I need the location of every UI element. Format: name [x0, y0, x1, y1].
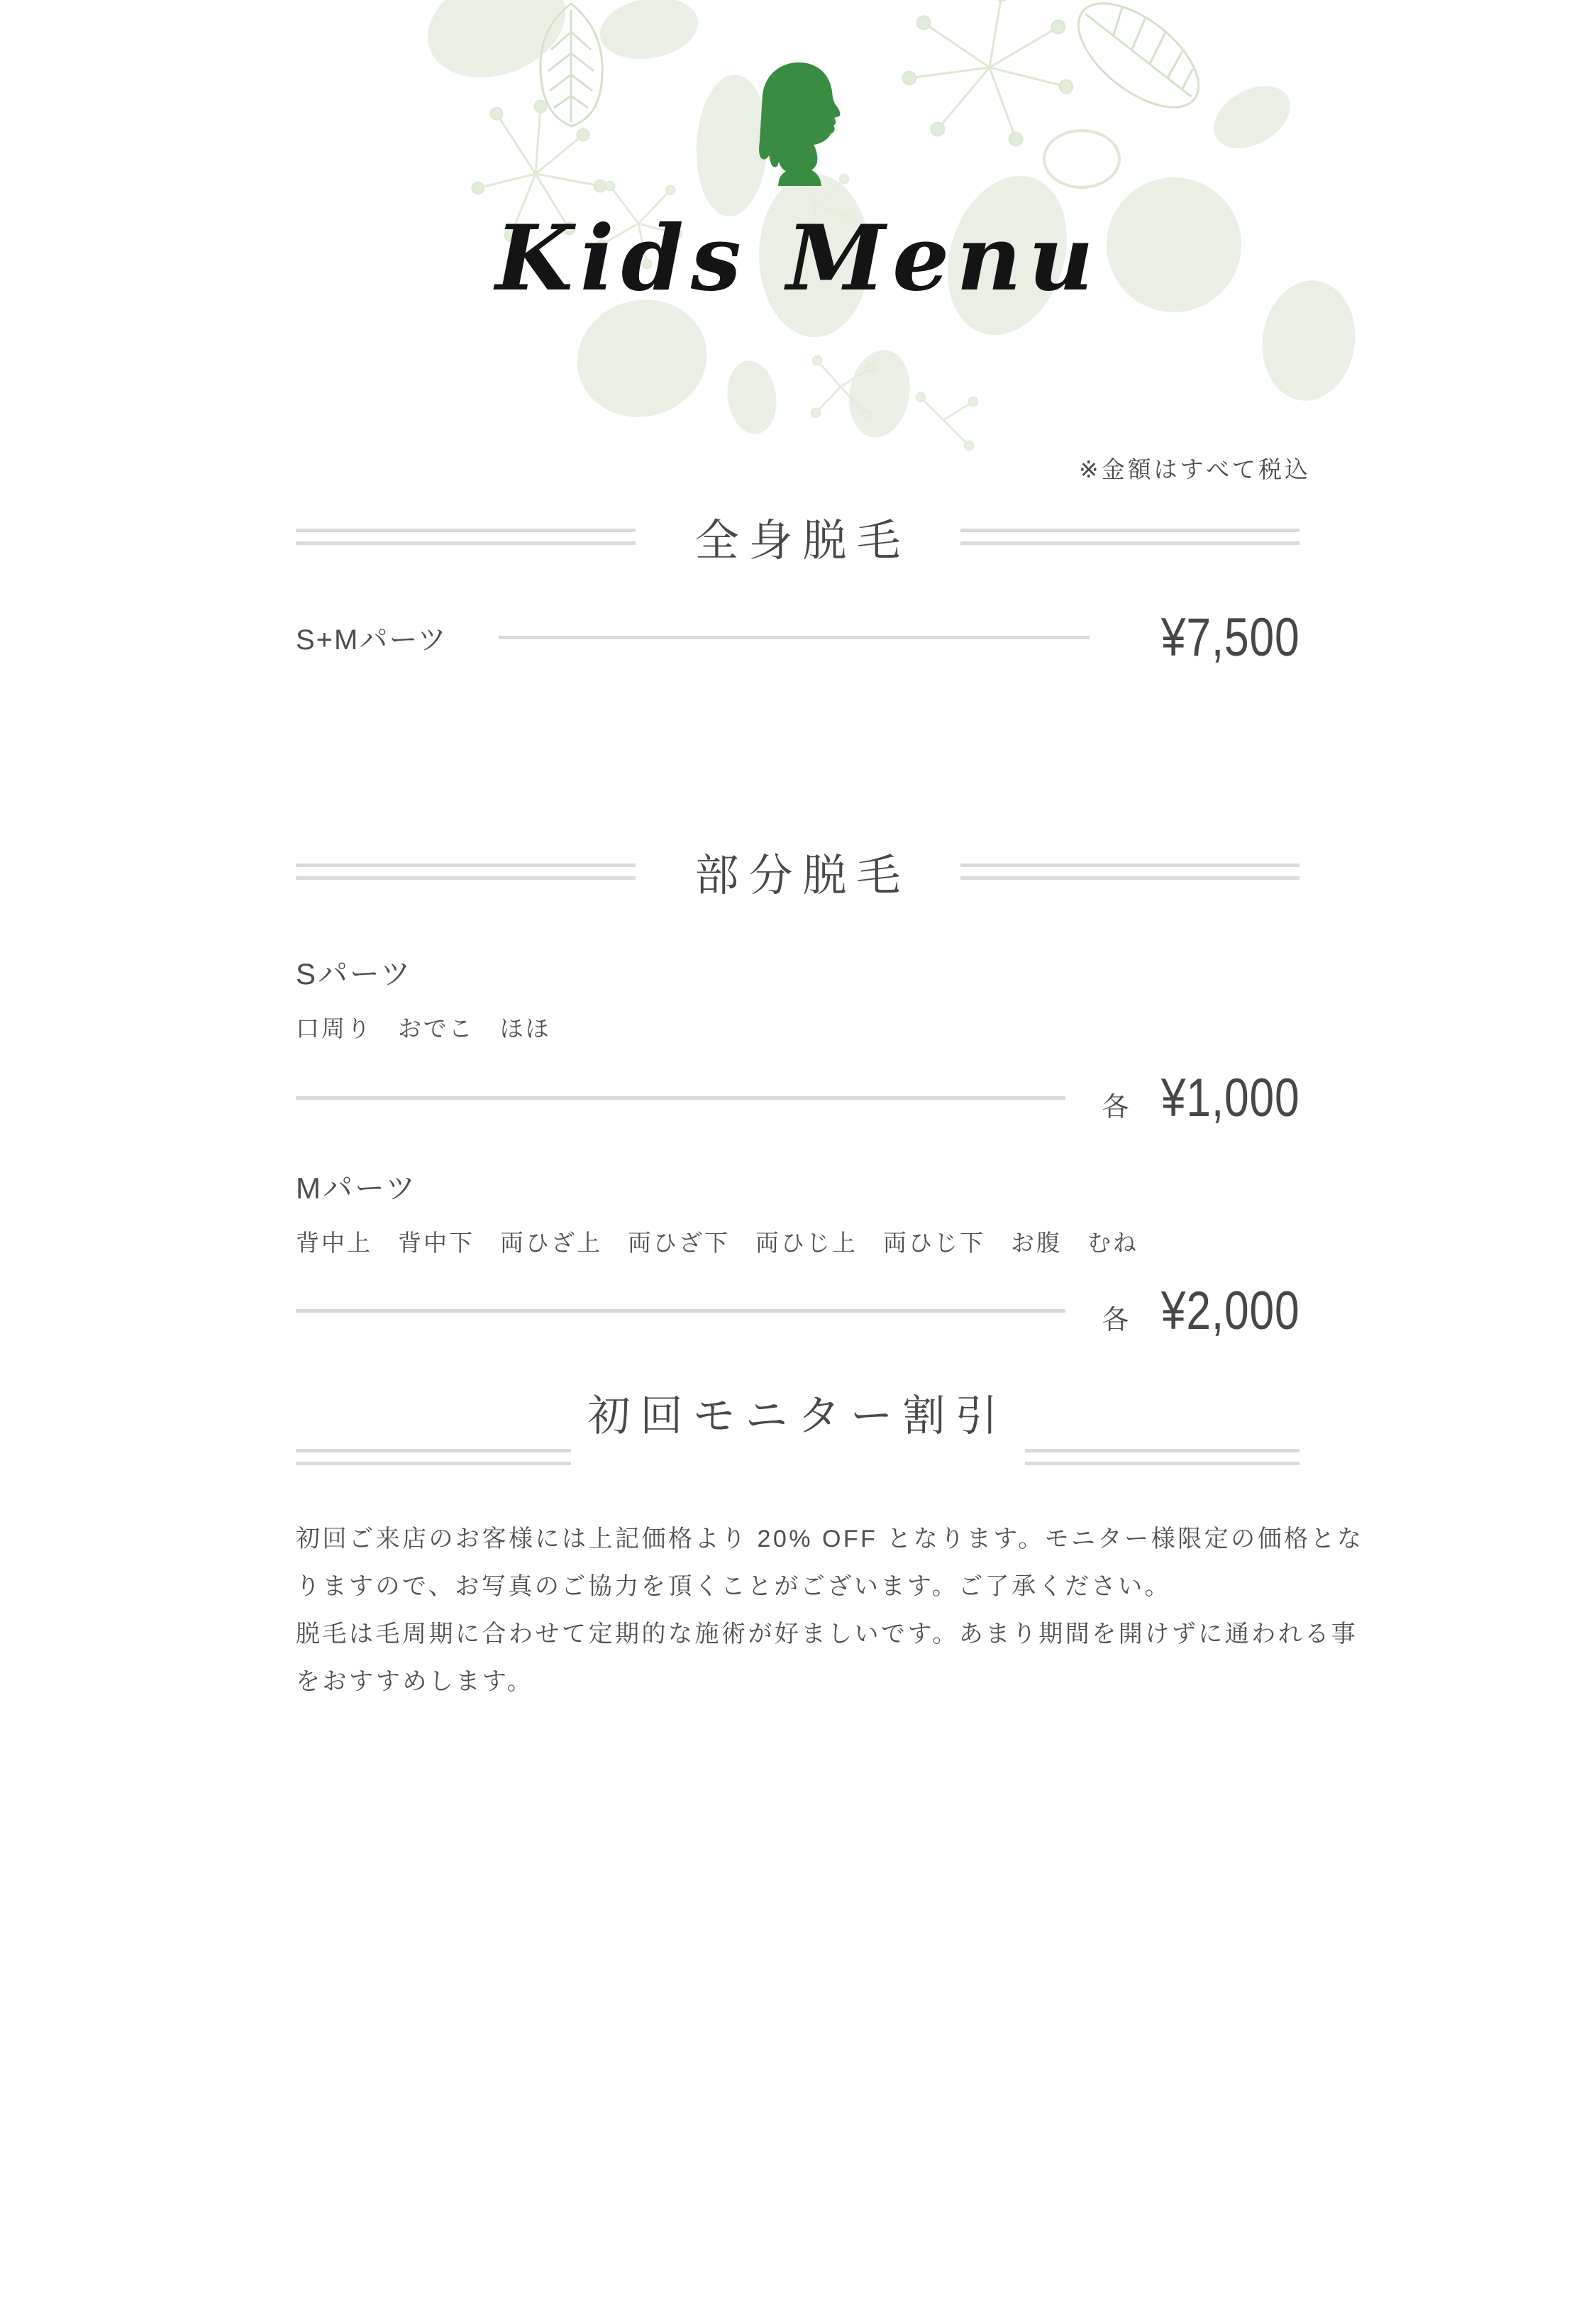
- heading-double-line-left: [296, 529, 636, 545]
- heading-double-line-right: [1025, 1449, 1300, 1465]
- dotted-rule: [296, 1096, 1065, 1100]
- item-price: ¥7,500: [1160, 607, 1299, 668]
- price-row-m-parts: [296, 1279, 1299, 1342]
- item-price: ¥2,000: [1160, 1280, 1299, 1341]
- heading-double-line-left: [296, 1449, 571, 1465]
- menu-content: [296, 0, 1364, 2306]
- price-unit-prefix: 各: [1102, 1092, 1129, 1122]
- group-parts-s-list: 口周り おでこ ほほ: [296, 1015, 551, 1042]
- monitor-description-line: 脱毛は毛周期に合わせて定期的な施術が好ましいです。あまり期間を開けずに通われる事: [296, 1621, 1358, 1648]
- dotted-rule: [296, 1309, 1065, 1313]
- section-heading-partial: [296, 840, 1299, 903]
- group-parts-m-list: 背中上 背中下 両ひざ上 両ひざ下 両ひじ上 両ひじ下 お腹 むね: [296, 1230, 1138, 1256]
- price-unit-prefix: 各: [1102, 1305, 1129, 1335]
- price-row-full-body: [296, 605, 1299, 669]
- heading-double-line-right: [960, 864, 1300, 880]
- section-heading-full-body: [296, 505, 1299, 568]
- tax-note: ※金額はすべて税込: [1079, 456, 1311, 482]
- monitor-description-line: りますので、お写真のご協力を頂くことがございます。ご了承ください。: [296, 1573, 1172, 1600]
- monitor-heading-lines: [296, 1449, 1299, 1465]
- section-heading-monitor-discount: 初回モニター割引: [587, 1392, 1008, 1440]
- section-heading-text: 全身脱毛: [694, 517, 911, 566]
- item-price: ¥1,000: [1160, 1067, 1299, 1128]
- price-row-s-parts: [296, 1066, 1299, 1130]
- monitor-description-line: 初回ご来店のお客様には上記価格より 20% OFF となります。モニター様限定の価格とな: [296, 1526, 1364, 1552]
- heading-double-line-right: [960, 529, 1300, 545]
- item-label: S+Mパーツ: [296, 624, 448, 656]
- section-heading-text: 部分脱毛: [694, 851, 911, 900]
- monitor-description-line: をおすすめします。: [296, 1668, 534, 1695]
- group-label-m-parts: Mパーツ: [296, 1171, 418, 1205]
- group-label-s-parts: Sパーツ: [296, 957, 413, 991]
- heading-double-line-left: [296, 864, 636, 880]
- dotted-rule: [499, 636, 1090, 639]
- page-title: Kids Menu: [495, 206, 1101, 311]
- monitor-description: [296, 1516, 1364, 1706]
